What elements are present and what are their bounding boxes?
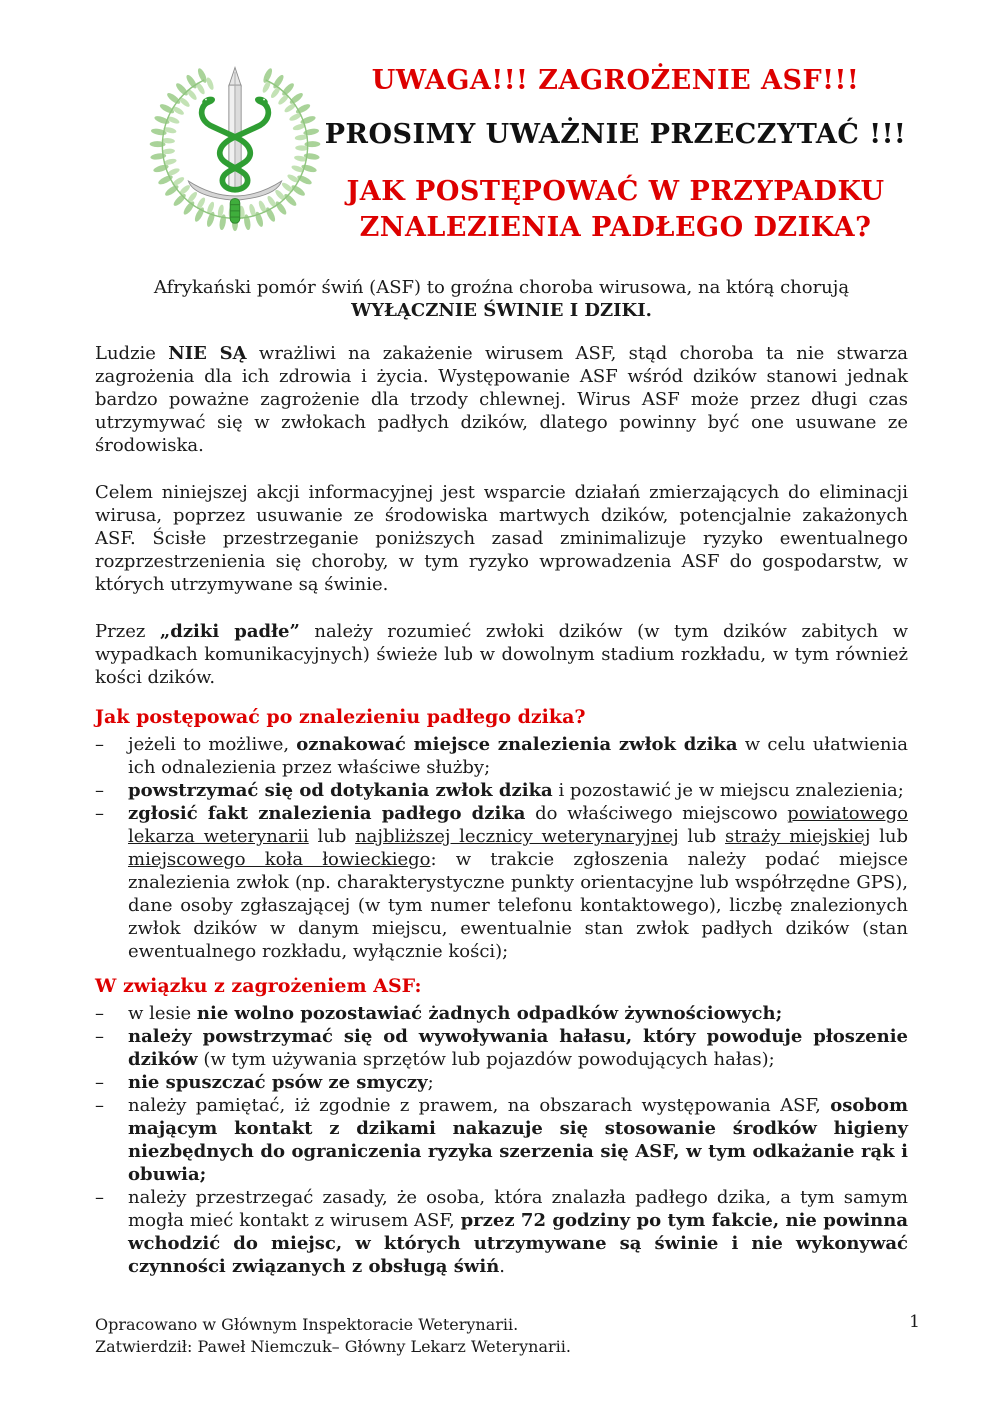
list-item bbox=[95, 802, 908, 963]
title-read-carefully: PROSIMY UWAŻNIE PRZECZYTAĆ !!! bbox=[324, 119, 907, 150]
dash-marker: – bbox=[95, 1072, 104, 1093]
veterinary-inspection-emblem-logo bbox=[147, 56, 323, 232]
dash-marker: – bbox=[95, 1187, 104, 1208]
footer-line2: Zatwierdził: Paweł Niemczuk– Główny Lekarz Weterynarii. bbox=[95, 1337, 571, 1356]
intro-line1: Afrykański pomór świń (ASF) to groźna choroba wirusowa, na którą chorują bbox=[153, 277, 850, 298]
list-item-text: jeżeli to możliwe, oznakować miejsce znalezienia zwłok dzika w celu ułatwienia ich odnalezienia przez właściwe służby; bbox=[128, 734, 909, 778]
dash-marker: – bbox=[95, 1003, 104, 1024]
list-item bbox=[95, 1071, 908, 1094]
dash-marker: – bbox=[95, 1026, 104, 1047]
document-footer bbox=[95, 1314, 908, 1358]
section1-list bbox=[95, 733, 908, 963]
section2-heading: W związku z zagrożeniem ASF: bbox=[95, 975, 422, 997]
dash-marker: – bbox=[95, 734, 104, 755]
list-item bbox=[95, 1002, 908, 1025]
paragraph-human-risk: Ludzie NIE SĄ wrażliwi na zakażenie wirusem ASF, stąd choroba ta nie stwarza zagrożenia dla ich zdrowia i życia. Występowanie ASF wśród dzików stanowi jednak bardzo poważne zagrożenie dla trzody chlewnej. Wirus ASF może przez długi czas utrzymywać się w zwłokach padłych dzików, dlatego powinny być one usuwane ze środowiska. bbox=[95, 343, 909, 456]
list-item-text: należy przestrzegać zasady, że osoba, która znalazła padłego dzika, a tym samym mogła mieć kontakt z wirusem ASF, przez 72 godziny po tym fakcie, nie powinna wchodzić do miejsc, w których utrzymywane są świnie i nie wykonywać czynności związanych z obsługą świń. bbox=[128, 1187, 909, 1277]
list-item bbox=[95, 1094, 908, 1186]
list-item bbox=[95, 779, 908, 802]
paragraph-definition: Przez „dziki padłe” należy rozumieć zwłoki dzików (w tym dzików zabitych w wypadkach komunikacyjnych) świeże lub w dowolnym stadium rozkładu, w tym również kości dzików. bbox=[95, 621, 908, 688]
title-question-line1: JAK POSTĘPOWAĆ W PRZYPADKU bbox=[346, 176, 885, 207]
title-warning: UWAGA!!! ZAGROŻENIE ASF!!! bbox=[371, 65, 860, 96]
page-number: 1 bbox=[909, 1312, 920, 1332]
sword-grip bbox=[230, 199, 240, 224]
section1-heading: Jak postępować po znalezieniu padłego dzika? bbox=[95, 706, 586, 728]
dash-marker: – bbox=[95, 803, 104, 824]
footer-line1: Opracowano w Głównym Inspektoracie Weterynarii. bbox=[95, 1315, 519, 1334]
list-item-text: w lesie nie wolno pozostawiać żadnych odpadków żywnościowych; bbox=[128, 1003, 783, 1024]
list-item bbox=[95, 733, 908, 779]
section2-list bbox=[95, 1002, 908, 1278]
title-question bbox=[323, 174, 908, 246]
header-titles bbox=[323, 56, 908, 246]
intro-paragraph bbox=[95, 276, 908, 322]
list-item-text: należy powstrzymać się od wywoływania hałasu, który powoduje płoszenie dzików (w tym używania sprzętów lub pojazdów powodujących hałas); bbox=[128, 1026, 908, 1070]
list-item-text: nie spuszczać psów ze smyczy; bbox=[128, 1072, 434, 1093]
list-item bbox=[95, 1025, 908, 1071]
list-item-text: zgłosić fakt znalezienia padłego dzika do właściwego miejscowo powiatowego lekarza weterynarii lub najbliższej lecznicy weterynaryjnej lub straży miejskiej lub miejscowego koła łowieckiego: w trakcie zgłoszenia należy podać miejsce znalezienia zwłok (np. charakterystyczne punkty orientacyjne lub współrzędne GPS), dane osoby zgłaszającej (w tym numer telefonu kontaktowego), liczbę znalezionych zwłok dzików w danym miejscu, ewentualnie stan zwłok padłych dzików (stan ewentualnego rozkładu, wyłącznie kości); bbox=[128, 803, 909, 962]
title-question-line2: ZNALEZIENIA PADŁEGO DZIKA? bbox=[359, 212, 872, 243]
dash-marker: – bbox=[95, 1095, 104, 1116]
paragraph-campaign-aim: Celem niniejszej akcji informacyjnej jest wsparcie działań zmierzających do eliminacji wirusa, poprzez usuwanie ze środowiska martwych dzików, potencjalnie zakażonych ASF. Ścisłe przestrzeganie poniższych zasad zminimalizuje ryzyko ewentualnego rozprzestrzenienia się choroby, w tym ryzyko wprowadzenia ASF do gospodarstw, w których utrzymywane są świnie. bbox=[95, 482, 908, 595]
list-item-text: należy pamiętać, iż zgodnie z prawem, na obszarach występowania ASF, osobom mającym kontakt z dzikami nakazuje się stosowanie środków higieny niezbędnych do ograniczenia ryzyka szerzenia się ASF, w tym odkażanie rąk i obuwia; bbox=[128, 1095, 908, 1185]
intro-line2: WYŁĄCZNIE ŚWINIE I DZIKI. bbox=[351, 300, 652, 321]
dash-marker: – bbox=[95, 780, 104, 801]
list-item bbox=[95, 1186, 908, 1278]
document-header bbox=[95, 56, 908, 246]
list-item-text: powstrzymać się od dotykania zwłok dzika i pozostawić je w miejscu znalezienia; bbox=[128, 780, 904, 801]
